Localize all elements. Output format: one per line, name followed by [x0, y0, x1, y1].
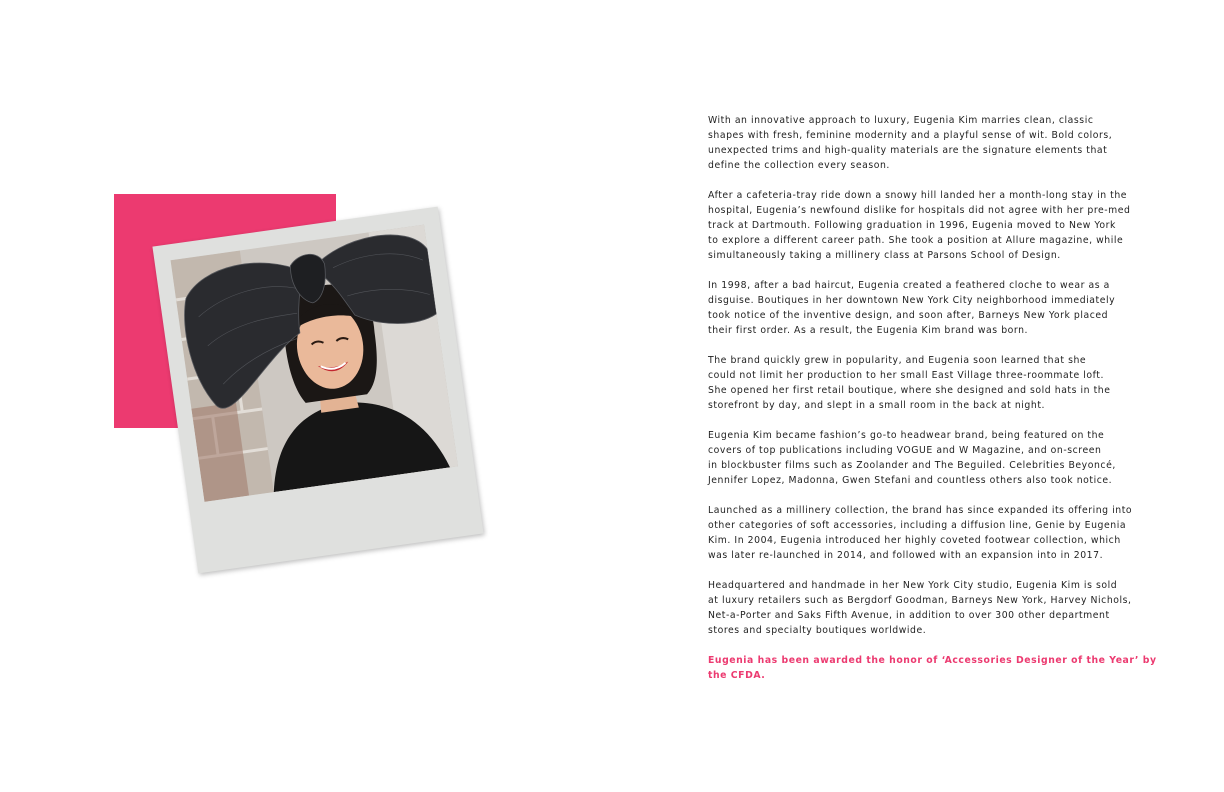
biography-text: [708, 113, 1157, 698]
text-line: other categories of soft accessories, including a diffusion line, Genie by Eugenia: [708, 520, 1127, 531]
text-line: track at Dartmouth. Following graduation in 1996, Eugenia moved to New York: [708, 220, 1116, 231]
portrait-photo: [171, 225, 458, 502]
text-line: With an innovative approach to luxury, Eugenia Kim marries clean, classic: [708, 115, 1094, 126]
text-line: shapes with fresh, feminine modernity and a playful sense of wit. Bold colors,: [708, 130, 1113, 141]
text-line: Eugenia Kim became fashion’s go-to headwear brand, being featured on the: [708, 430, 1105, 441]
text-line: could not limit her production to her small East Village three-roommate loft.: [708, 370, 1104, 381]
text-line: to explore a different career path. She took a position at Allure magazine, while: [708, 235, 1124, 246]
paragraph-expansion: [708, 503, 1138, 563]
text-line: in blockbuster films such as Zoolander and The Beguiled. Celebrities Beyoncé,: [708, 460, 1116, 471]
text-line: Net-a-Porter and Saks Fifth Avenue, in addition to over 300 other department: [708, 610, 1110, 621]
text-line: covers of top publications including VOGUE and W Magazine, and on-screen: [708, 445, 1102, 456]
text-line: Kim. In 2004, Eugenia introduced her highly coveted footwear collection, which: [708, 535, 1121, 546]
text-line: hospital, Eugenia’s newfound dislike for hospitals did not agree with her pre-med: [708, 205, 1131, 216]
text-line: Headquartered and handmade in her New York City studio, Eugenia Kim is sold: [708, 580, 1118, 591]
text-line: disguise. Boutiques in her downtown New York City neighborhood immediately: [708, 295, 1116, 306]
text-line: Launched as a millinery collection, the brand has since expanded its offering into: [708, 505, 1133, 516]
text-line: storefront by day, and slept in a small room in the back at night.: [708, 400, 1046, 411]
text-line: After a cafeteria-tray ride down a snowy hill landed her a month-long stay in the: [708, 190, 1128, 201]
text-line: was later re-launched in 2014, and followed with an expansion into in 2017.: [708, 550, 1104, 561]
text-line: their first order. As a result, the Eugenia Kim brand was born.: [708, 325, 1029, 336]
paragraph-origin: [708, 188, 1138, 263]
paragraph-intro: [708, 113, 1138, 173]
paragraph-brand-birth: [708, 278, 1138, 338]
paragraph-retail: [708, 578, 1138, 638]
text-line: She opened her first retail boutique, where she designed and sold hats in the: [708, 385, 1111, 396]
award-line: the CFDA.: [708, 670, 766, 681]
polaroid-frame: [152, 207, 483, 574]
paragraph-fame: [708, 428, 1138, 488]
text-line: The brand quickly grew in popularity, and Eugenia soon learned that she: [708, 355, 1087, 366]
text-line: took notice of the inventive design, and soon after, Barneys New York placed: [708, 310, 1109, 321]
text-line: stores and specialty boutiques worldwide.: [708, 625, 927, 636]
text-line: Jennifer Lopez, Madonna, Gwen Stefani and countless others also took notice.: [708, 475, 1113, 486]
text-line: at luxury retailers such as Bergdorf Goodman, Barneys New York, Harvey Nichols,: [708, 595, 1132, 606]
portrait-illustration: [171, 225, 458, 502]
text-line: In 1998, after a bad haircut, Eugenia created a feathered cloche to wear as a: [708, 280, 1110, 291]
text-line: define the collection every season.: [708, 160, 890, 171]
award-line: Eugenia has been awarded the honor of ‘Accessories Designer of the Year’ by: [708, 655, 1157, 666]
paragraph-growth: [708, 353, 1138, 413]
award-statement: [708, 653, 1157, 683]
text-line: unexpected trims and high-quality materials are the signature elements that: [708, 145, 1108, 156]
text-line: simultaneously taking a millinery class at Parsons School of Design.: [708, 250, 1061, 261]
